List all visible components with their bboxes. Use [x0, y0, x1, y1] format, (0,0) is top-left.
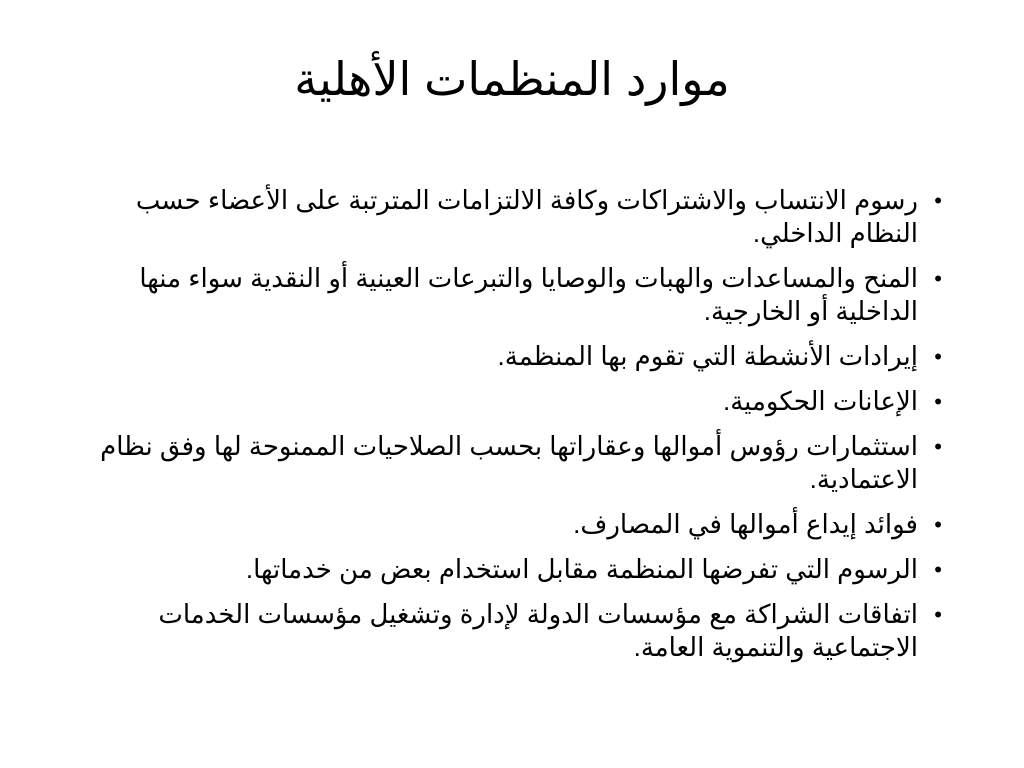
bullet-text: المنح والمساعدات والهبات والوصايا والتبرعات العينية أو النقدية سواء منها الداخلية أو الخارجية.: [139, 263, 918, 326]
bullet-item-activity-revenue: [72, 340, 942, 373]
bullet-text: الرسوم التي تفرضها المنظمة مقابل استخدام بعض من خدماتها.: [245, 554, 918, 584]
slide-title: موارد المنظمات الأهلية: [294, 53, 730, 105]
bullet-text: إيرادات الأنشطة التي تقوم بها المنظمة.: [497, 341, 918, 371]
bullet-icon: •: [934, 557, 942, 582]
bullet-text: استثمارات رؤوس أموالها وعقاراتها بحسب الصلاحيات الممنوحة لها وفق نظام الاعتمادية.: [100, 431, 918, 494]
bullet-icon: •: [934, 389, 942, 414]
bullet-icon: •: [934, 512, 942, 537]
bullet-icon: •: [934, 344, 942, 369]
bullet-item-deposit-interest: [72, 508, 942, 541]
bullet-icon: •: [934, 434, 942, 459]
bullet-item-grants-donations: [72, 262, 942, 328]
bullet-item-membership-fees: [72, 184, 942, 250]
bullet-text: اتفاقات الشراكة مع مؤسسات الدولة لإدارة وتشغيل مؤسسات الخدمات الاجتماعية والتنموية العامة.: [158, 599, 918, 662]
bullet-item-investments: [72, 430, 942, 496]
bullet-item-government-subsidies: [72, 385, 942, 418]
bullet-icon: •: [934, 266, 942, 291]
bullet-text: الإعانات الحكومية.: [723, 386, 918, 416]
bullet-icon: •: [934, 602, 942, 627]
bullet-text: فوائد إيداع أموالها في المصارف.: [573, 509, 918, 539]
bullet-icon: •: [934, 188, 942, 213]
bullet-list: [72, 184, 942, 676]
bullet-item-service-fees: [72, 553, 942, 586]
bullet-item-partnership-agreements: [72, 598, 942, 664]
bullet-text: رسوم الانتساب والاشتراكات وكافة الالتزامات المترتبة على الأعضاء حسب النظام الداخلي.: [135, 185, 918, 248]
